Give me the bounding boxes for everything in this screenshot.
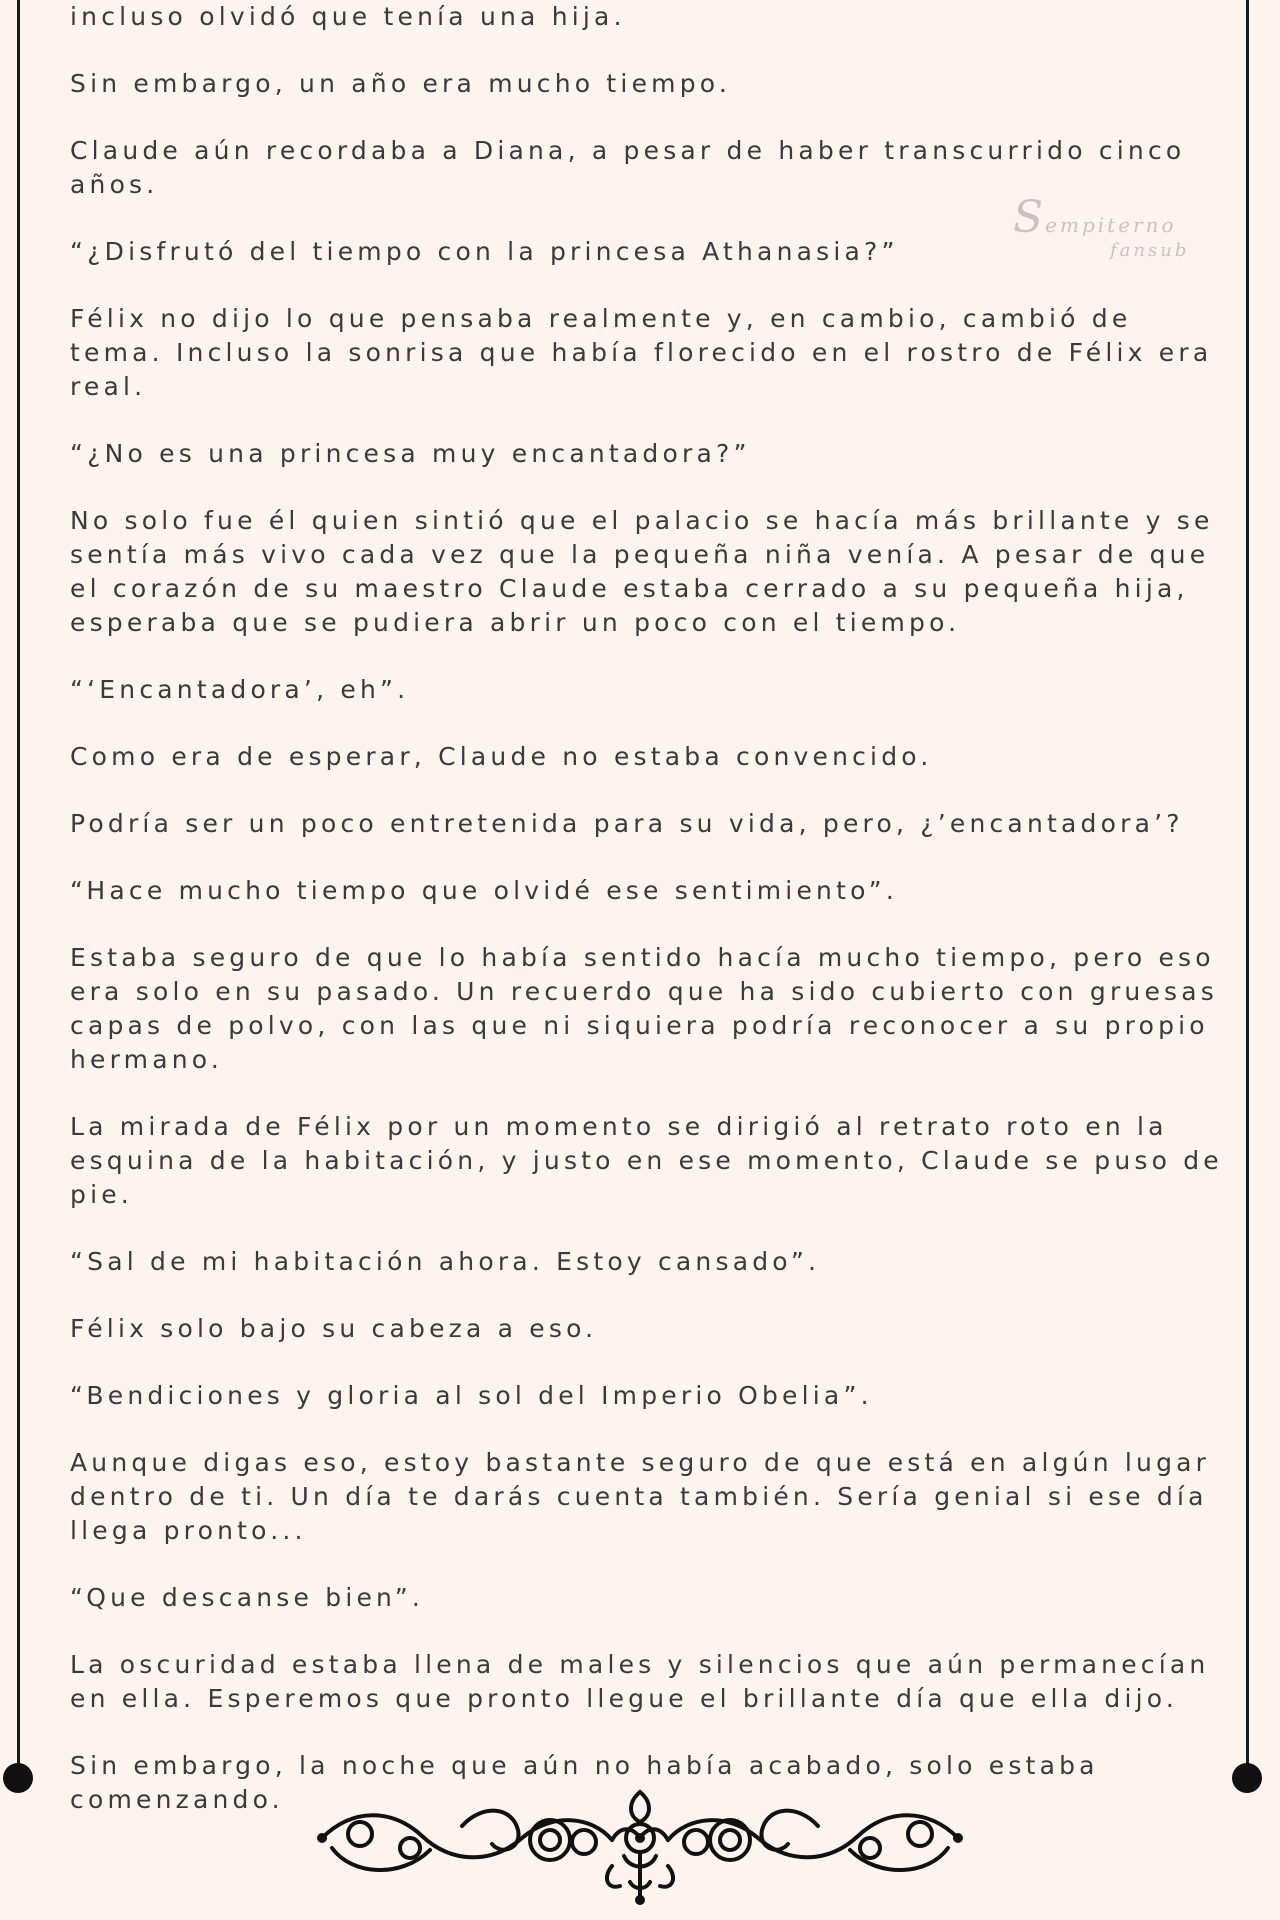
paragraph-13: La mirada de Félix por un momento se dirigió al retrato roto en la esquina de la habitación, y justo en ese momento, Claude se puso de pie. <box>70 1112 1223 1209</box>
paragraph-19: La oscuridad estaba llena de males y silencios que aún permanecían en ella. Esperemos que pronto llegue el brillante día que ella dijo. <box>70 1650 1210 1713</box>
page-border-right <box>1246 0 1249 1778</box>
paragraph-1: incluso olvidó que tenía una hija. <box>70 2 626 31</box>
paragraph-4: “¿Disfrutó del tiempo con la princesa Athanasia?” <box>70 237 899 266</box>
paragraph-12: Estaba seguro de que lo había sentido hacía mucho tiempo, pero eso era solo en su pasado. Un recuerdo que ha sido cubierto con gruesas capas de polvo, con las que ni siquiera podría reconocer a su propio hermano. <box>70 943 1219 1074</box>
paragraph-17: Aunque digas eso, estoy bastante seguro de que está en algún lugar dentro de ti. Un día te darás cuenta también. Sería genial si ese día llega pronto... <box>70 1448 1211 1545</box>
paragraph-2: Sin embargo, un año era mucho tiempo. <box>70 69 731 98</box>
border-end-dot-right <box>1232 1763 1262 1793</box>
border-end-dot-left <box>3 1763 33 1793</box>
watermark-word: empiterno <box>1045 213 1177 237</box>
page-border-left <box>17 0 20 1778</box>
story-text <box>70 0 1235 1850</box>
paragraph-20: Sin embargo, la noche que aún no había acabado, solo estaba comenzando. <box>70 1751 1099 1814</box>
paragraph-5: Félix no dijo lo que pensaba realmente y, en cambio, cambió de tema. Incluso la sonrisa que había florecido en el rostro de Félix era real. <box>70 304 1213 401</box>
paragraph-15: Félix solo bajo su cabeza a eso. <box>70 1314 598 1343</box>
paragraph-14: “Sal de mi habitación ahora. Estoy cansado”. <box>70 1247 821 1276</box>
paragraph-18: “Que descanse bien”. <box>70 1583 425 1612</box>
watermark-initial: S <box>1013 192 1046 243</box>
paragraph-16: “Bendiciones y gloria al sol del Imperio Obelia”. <box>70 1381 873 1410</box>
ornamental-flourish-icon <box>312 1786 968 1908</box>
paragraph-7: No solo fue él quien sintió que el palacio se hacía más brillante y se sentía más vivo cada vez que la pequeña niña venía. A pesar de que el corazón de su maestro Claude estaba cerrado a su pequeña hija, esperaba que se pudiera abrir un poco con el tiempo. <box>70 506 1214 637</box>
paragraph-6: “¿No es una princesa muy encantadora?” <box>70 439 751 468</box>
paragraph-3: Claude aún recordaba a Diana, a pesar de haber transcurrido cinco años. <box>70 136 1186 199</box>
watermark-subtitle: fansub <box>1110 240 1190 261</box>
paragraph-11: “Hace mucho tiempo que olvidé ese sentimiento”. <box>70 876 898 905</box>
paragraph-9: Como era de esperar, Claude no estaba convencido. <box>70 742 933 771</box>
paragraph-10: Podría ser un poco entretenida para su vida, pero, ¿’encantadora’? <box>70 809 1184 838</box>
paragraph-8: “‘Encantadora’, eh”. <box>70 675 410 704</box>
